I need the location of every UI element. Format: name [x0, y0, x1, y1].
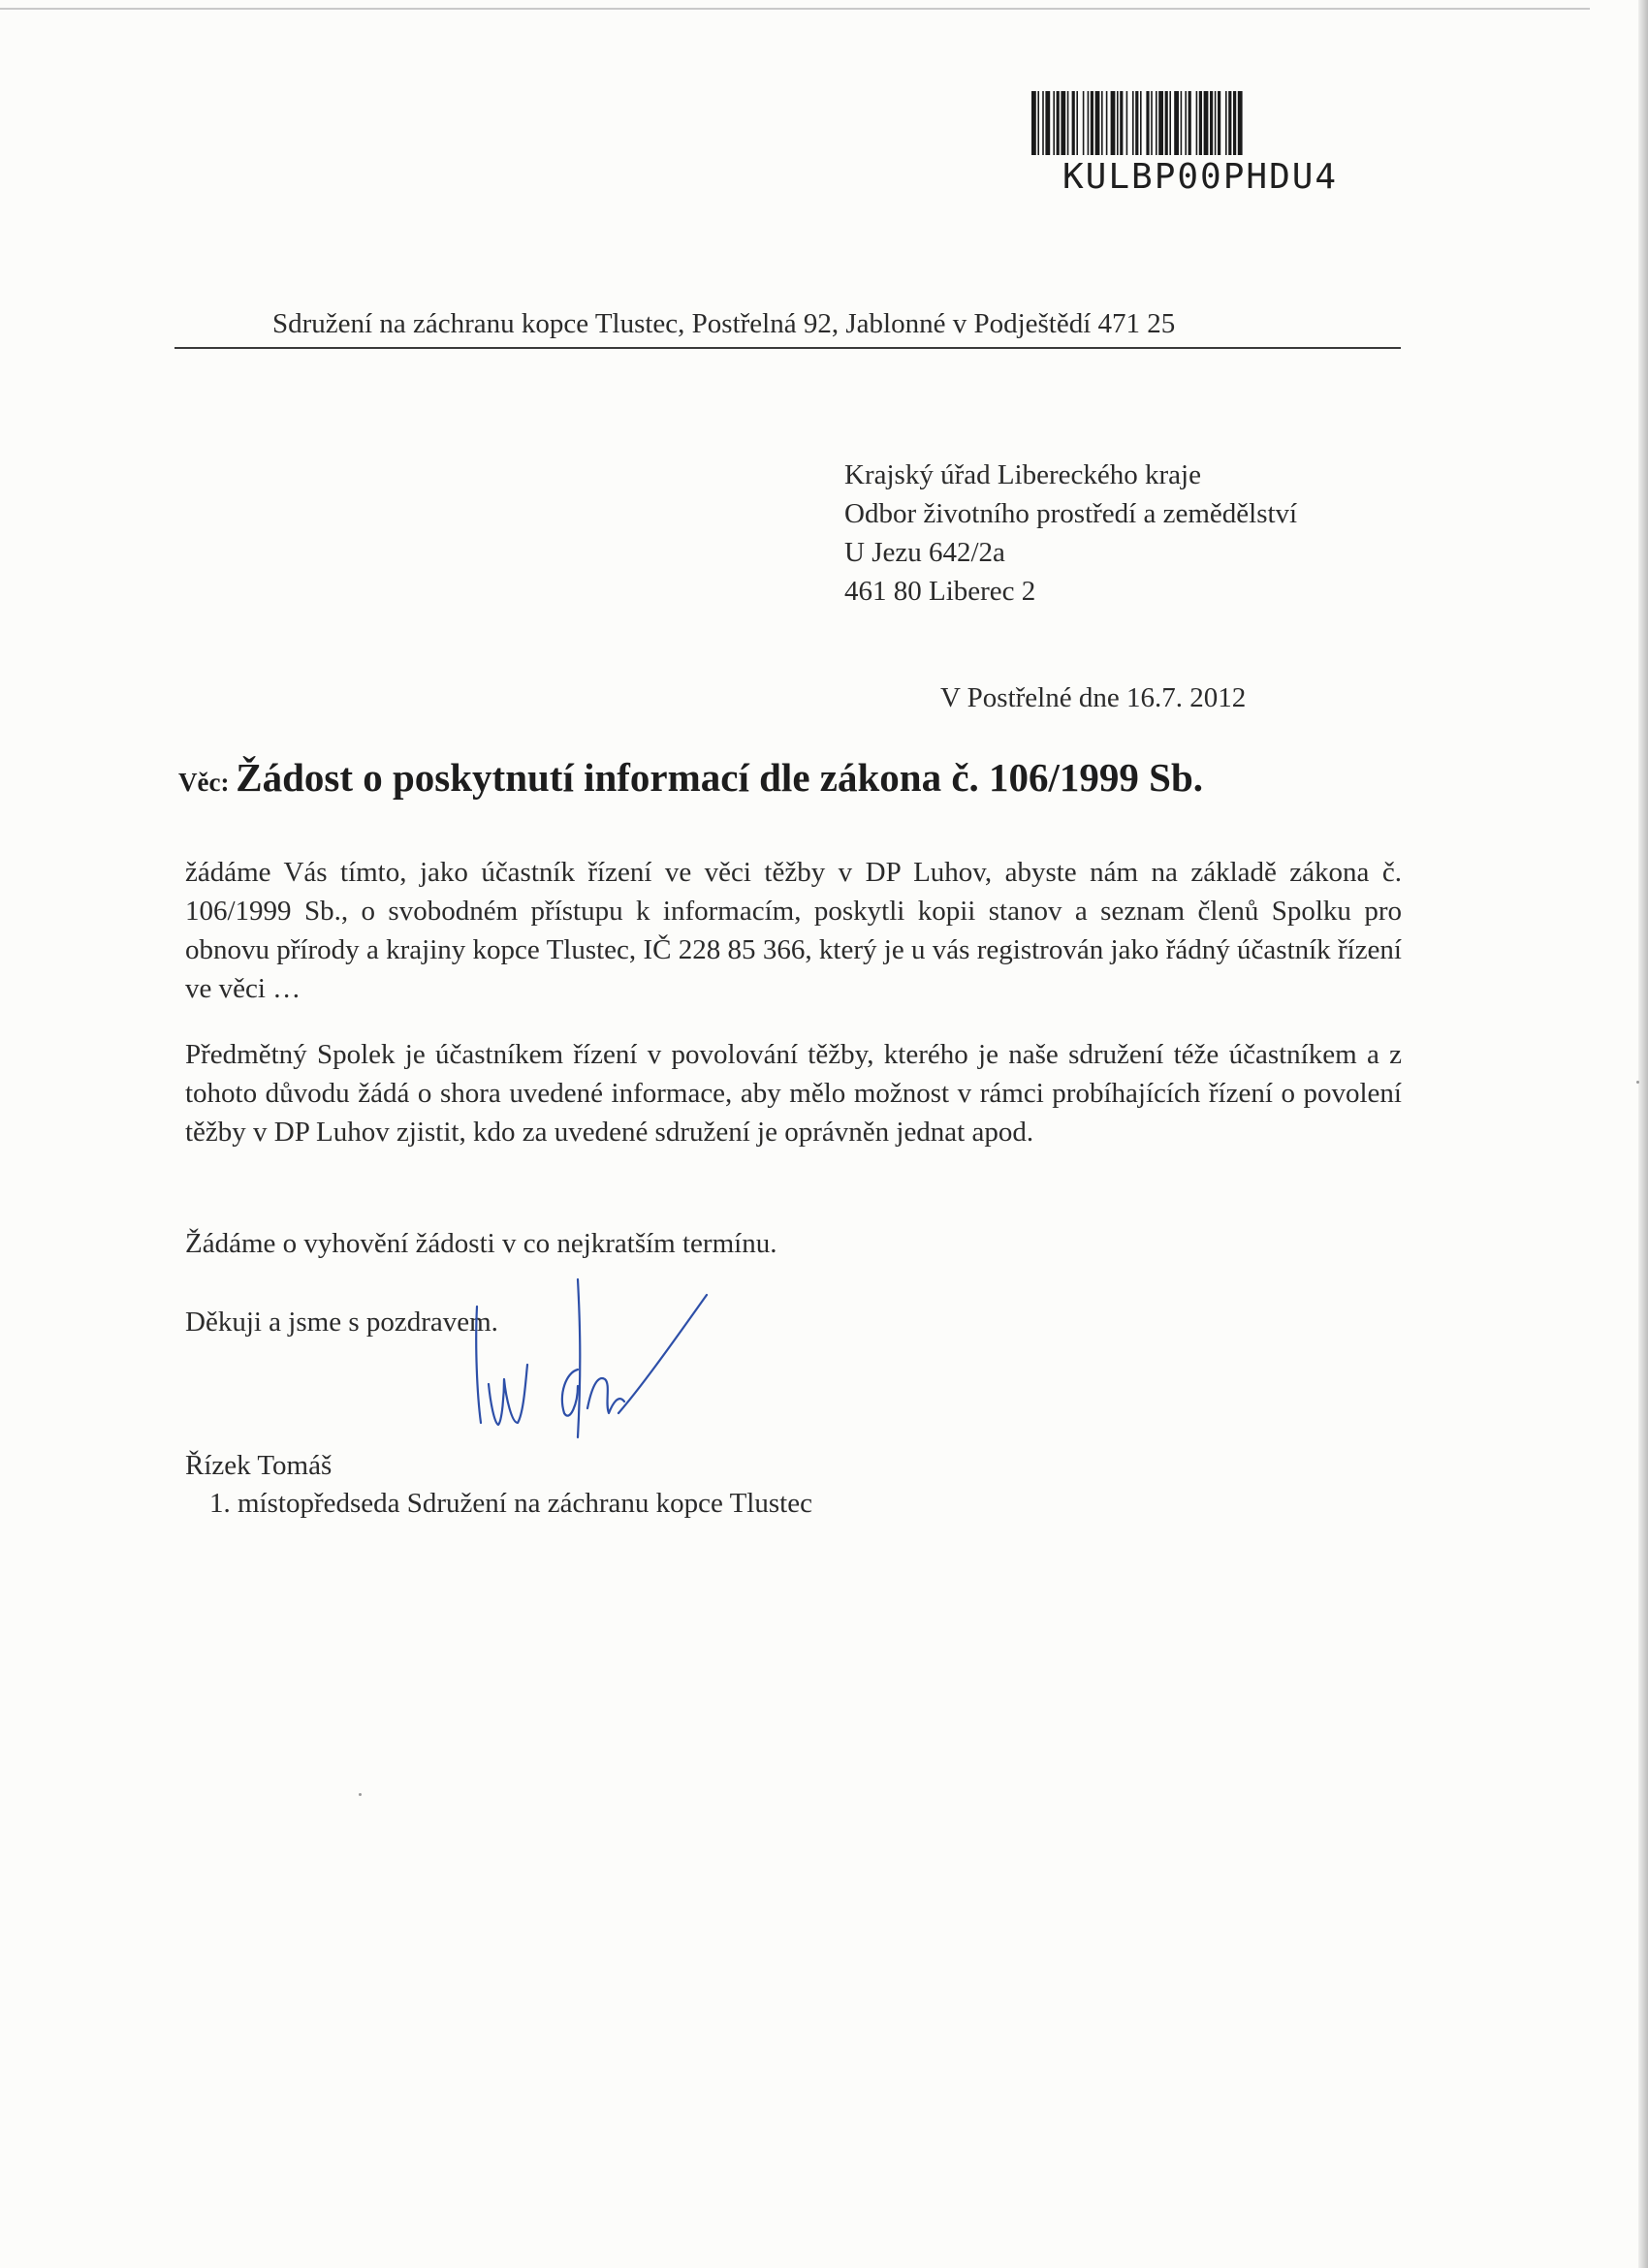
barcode-bar: [1233, 91, 1236, 155]
barcode-bar: [1095, 91, 1100, 155]
letterhead-sender: Sdružení na záchranu kopce Tlustec, Postřelná 92, Jablonné v Podještědí 471 25: [272, 308, 1176, 339]
barcode-bar: [1076, 91, 1078, 155]
barcode-bar: [1037, 91, 1039, 155]
barcode-bar: [1031, 91, 1036, 155]
barcode-bar: [1126, 91, 1128, 155]
barcode-bar: [1042, 91, 1044, 155]
barcode-bar: [1218, 91, 1220, 155]
recipient-line: Odbor životního prostředí a zemědělství: [844, 498, 1298, 529]
barcode-bar: [1185, 91, 1187, 155]
body-paragraph: Předmětný Spolek je účastníkem řízení v povolování těžby, kterého je naše sdružení téže účastníkem a z tohoto důvodu žádá o shora uvedené informace, aby mělo možnost v rámci probíhajících řízení o povolení těžby v DP Luhov zjistit, kdo za uvedené sdružení je oprávněn jednat apod.: [185, 1039, 1402, 1148]
barcode-bar: [1135, 91, 1138, 155]
barcode-bar: [1106, 91, 1108, 155]
barcode-bar: [1188, 91, 1191, 155]
barcode-bar: [1158, 91, 1163, 155]
scan-edge-top: [0, 8, 1590, 10]
scan-edge-right: [1638, 0, 1648, 2268]
barcode-bar: [1228, 91, 1231, 155]
barcode-bar: [1199, 91, 1202, 155]
barcode-bar: [1111, 91, 1116, 155]
barcode-bar: [1225, 91, 1227, 155]
barcode-bar: [1088, 91, 1090, 155]
barcode-bar: [1120, 91, 1123, 155]
barcode-bar: [1146, 91, 1149, 155]
recipient-address: [844, 456, 1297, 611]
barcode-bar: [1238, 91, 1243, 155]
handwritten-signature: [469, 1277, 731, 1452]
barcode-bar: [1140, 91, 1142, 155]
barcode-bar: [1181, 91, 1183, 155]
signer-role: 1. místopředseda Sdružení na záchranu kopce Tlustec: [209, 1488, 812, 1519]
closing-line: Děkuji a jsme s pozdravem.: [185, 1307, 498, 1338]
barcode-bar: [1057, 91, 1060, 155]
signer-name: Řízek Tomáš: [185, 1450, 333, 1481]
barcode-bar: [1067, 91, 1069, 155]
subject-line: [178, 754, 1203, 801]
letterhead-divider: [174, 347, 1401, 349]
recipient-line: U Jezu 642/2a: [844, 537, 1005, 568]
barcode-bar: [1165, 91, 1168, 155]
barcode-image: [1030, 89, 1393, 157]
barcode-bar: [1045, 91, 1050, 155]
barcode-bar: [1151, 91, 1153, 155]
body-paragraph: Žádáme o vyhovění žádosti v co nejkratším termínu.: [185, 1228, 777, 1259]
barcode-bar: [1072, 91, 1075, 155]
scan-speck: [359, 1793, 362, 1796]
barcode-bar: [1174, 91, 1179, 155]
subject-text: Žádost o poskytnutí informací dle zákona č. 106/1999 Sb.: [236, 755, 1204, 800]
scan-speck: [1636, 1081, 1639, 1084]
barcode-bar: [1091, 91, 1093, 155]
recipient-line: Krajský úřad Libereckého kraje: [844, 459, 1201, 490]
barcode-bar: [1117, 91, 1119, 155]
barcode-bar: [1204, 91, 1209, 155]
barcode-bar: [1169, 91, 1171, 155]
barcode-bar: [1101, 91, 1103, 155]
date-line: V Postřelné dne 16.7. 2012: [940, 682, 1247, 713]
barcode-bar: [1053, 91, 1055, 155]
barcode-bar: [1210, 91, 1213, 155]
barcode-code: KULBP00PHDU4: [1062, 157, 1339, 197]
barcode-bar: [1083, 91, 1085, 155]
subject-label: Věc:: [178, 768, 237, 797]
barcode-bar: [1196, 91, 1198, 155]
barcode-bar: [1215, 91, 1217, 155]
barcode-bar: [1132, 91, 1134, 155]
barcode-bar: [1156, 91, 1157, 155]
recipient-line: 461 80 Liberec 2: [844, 576, 1036, 607]
body-paragraph: žádáme Vás tímto, jako účastník řízení ve věci těžby v DP Luhov, abyste nám na základě zákona č. 106/1999 Sb., o svobodném přístupu k informacím, poskytli kopii stanov a seznam členů Spolku pro obnovu přírody a krajiny kopce Tlustec, IČ 228 85 366, který je u vás registrován jako řádný účastník řízení ve věci …: [185, 857, 1402, 1004]
barcode-bar: [1061, 91, 1065, 155]
